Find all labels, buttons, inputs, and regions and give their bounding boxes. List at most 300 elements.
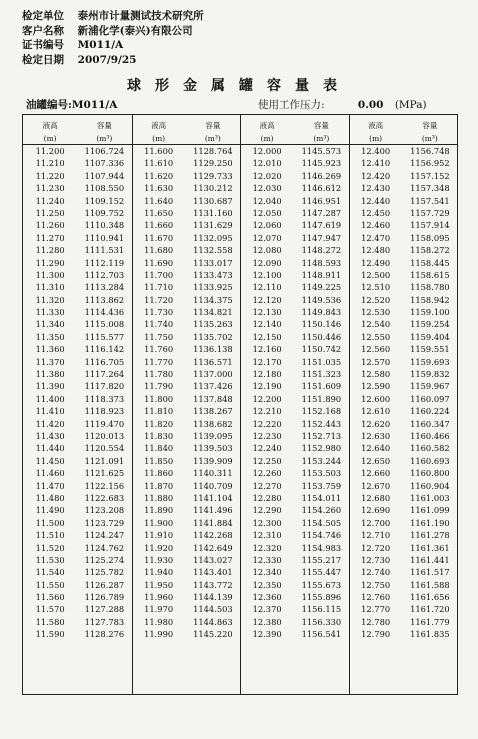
header-unit: (m³) [96, 134, 113, 143]
cell-height: 12.560 [361, 344, 391, 355]
cell-volume: 1142.649 [193, 542, 233, 553]
cell-height: 12.430 [361, 183, 391, 194]
cell-volume: 1161.656 [410, 592, 450, 603]
cell-height: 12.740 [361, 567, 391, 578]
table-row [132, 244, 241, 256]
cell-height: 12.320 [252, 542, 282, 553]
table-row [132, 467, 241, 479]
working-pressure [258, 97, 427, 112]
cell-volume: 1110.348 [84, 220, 125, 231]
table-row [132, 269, 241, 281]
cell-volume: 1143.027 [193, 554, 233, 565]
header-row-unit [22, 9, 204, 24]
cell-volume: 1151.609 [301, 381, 342, 392]
table-row [240, 628, 349, 640]
cell-volume: 1160.904 [410, 480, 450, 491]
table-row [23, 331, 132, 343]
cell-height: 11.320 [35, 294, 65, 305]
cell-height: 12.370 [252, 604, 282, 615]
cell-height: 11.250 [35, 207, 65, 218]
table-row [240, 157, 349, 169]
cell-volume: 1156.952 [410, 158, 450, 169]
table-row [349, 430, 458, 442]
cell-height: 11.780 [144, 369, 174, 380]
table-row [240, 170, 349, 182]
cell-volume: 1158.095 [410, 232, 450, 243]
cell-height: 11.590 [35, 629, 65, 640]
cell-volume: 1125.274 [84, 554, 125, 565]
cell-height: 12.050 [252, 207, 282, 218]
table-row [23, 554, 132, 566]
table-row [349, 517, 458, 529]
cell-volume: 1123.208 [84, 505, 125, 516]
table-row [349, 306, 458, 318]
cell-height: 11.990 [144, 629, 174, 640]
cell-height: 11.900 [144, 517, 174, 528]
cell-volume: 1112.119 [84, 257, 125, 268]
table-row [132, 442, 241, 454]
table-row [23, 393, 132, 405]
cell-height: 12.040 [252, 195, 282, 206]
table-row [132, 368, 241, 380]
header-unit: (m) [152, 134, 166, 143]
cell-height: 11.850 [144, 455, 174, 466]
cell-height: 11.370 [35, 356, 65, 367]
cell-volume: 1149.536 [301, 294, 342, 305]
table-row [132, 393, 241, 405]
cell-volume: 1129.250 [193, 158, 233, 169]
table-row [240, 393, 349, 405]
cell-height: 11.510 [35, 530, 65, 541]
cell-volume: 1111.531 [84, 245, 125, 256]
cell-volume: 1132.095 [193, 232, 233, 243]
header-label: 液高 [259, 121, 275, 130]
table-row [240, 257, 349, 269]
table-row [132, 554, 241, 566]
cell-height: 11.220 [35, 170, 65, 181]
cell-height: 12.360 [252, 592, 282, 603]
table-row [132, 492, 241, 504]
cell-volume: 1160.693 [410, 455, 450, 466]
table-row [349, 393, 458, 405]
table-row [349, 343, 458, 355]
cell-height: 11.640 [144, 195, 174, 206]
cell-volume: 1109.152 [84, 195, 125, 206]
cell-volume: 1160.582 [410, 443, 450, 454]
cell-height: 11.520 [35, 542, 65, 553]
cell-height: 12.100 [252, 269, 282, 280]
cell-height: 12.140 [252, 319, 282, 330]
cell-volume: 1145.220 [193, 629, 233, 640]
table-row [349, 554, 458, 566]
cell-height: 11.330 [35, 307, 65, 318]
cell-volume: 1116.705 [84, 356, 125, 367]
table-row [349, 219, 458, 231]
table-row [132, 603, 241, 615]
cell-height: 12.720 [361, 542, 391, 553]
cell-volume: 1157.541 [410, 195, 450, 206]
table-row [23, 492, 132, 504]
table-row [349, 257, 458, 269]
table-row [349, 405, 458, 417]
cell-volume: 1121.625 [84, 468, 125, 479]
cell-volume: 1128.276 [84, 629, 125, 640]
cell-volume: 1130.687 [193, 195, 233, 206]
table-row [240, 504, 349, 516]
cell-height: 12.660 [361, 468, 391, 479]
cell-height: 12.080 [252, 245, 282, 256]
header-unit: (m) [43, 134, 57, 143]
cell-volume: 1122.683 [84, 492, 125, 503]
header-label: 液高 [368, 121, 384, 130]
tank-number-value: M011/A [71, 99, 118, 111]
cell-volume: 1147.287 [301, 207, 342, 218]
cell-volume: 1133.473 [193, 269, 233, 280]
cell-volume: 1130.212 [193, 183, 233, 194]
table-row [23, 455, 132, 467]
header-unit: (m) [260, 134, 274, 143]
header-label: 容量 [205, 121, 221, 130]
cell-volume: 1141.104 [193, 492, 233, 503]
cell-volume: 1122.156 [84, 480, 125, 491]
cell-volume: 1150.146 [301, 319, 342, 330]
table-row [349, 628, 458, 640]
table-row [240, 579, 349, 591]
cell-volume: 1147.619 [301, 220, 342, 231]
table-row [132, 232, 241, 244]
cell-volume: 1144.139 [193, 592, 233, 603]
table-row [23, 207, 132, 219]
cell-volume: 1119.470 [84, 418, 125, 429]
table-row [23, 405, 132, 417]
cell-height: 12.730 [361, 554, 391, 565]
cell-volume: 1129.733 [193, 170, 233, 181]
cell-height: 11.450 [35, 455, 65, 466]
table-row [23, 504, 132, 516]
cell-height: 11.210 [35, 158, 65, 169]
table-row [349, 244, 458, 256]
table-row [23, 195, 132, 207]
table-row [23, 542, 132, 554]
cell-height: 12.680 [361, 492, 391, 503]
cell-height: 12.240 [252, 443, 282, 454]
cell-volume: 1115.577 [84, 331, 125, 342]
cell-volume: 1136.138 [193, 344, 233, 355]
table-row [349, 442, 458, 454]
table-header [23, 115, 132, 145]
cell-volume: 1158.780 [410, 282, 450, 293]
cell-volume: 1159.967 [410, 381, 450, 392]
cell-height: 12.110 [252, 282, 282, 293]
cell-height: 11.930 [144, 554, 174, 565]
header-label: 证书编号 [22, 39, 64, 51]
cell-height: 12.260 [252, 468, 282, 479]
cell-height: 11.400 [35, 393, 65, 404]
cell-volume: 1152.713 [301, 430, 342, 441]
cell-volume: 1124.247 [84, 530, 125, 541]
header-value: 新浦化学(泰兴)有限公司 [77, 24, 193, 37]
cell-height: 11.420 [35, 418, 65, 429]
table-row [349, 356, 458, 368]
table-column-group [240, 115, 350, 694]
cell-height: 12.420 [361, 170, 391, 181]
page-title: 球形金属罐容量表 [127, 78, 351, 94]
tank-number-label: 油罐编号: [26, 99, 72, 111]
table-row [240, 492, 349, 504]
header-value: 泰州市计量测试技术研究所 [77, 10, 204, 22]
cell-height: 11.540 [35, 567, 65, 578]
cell-height: 12.580 [361, 369, 391, 380]
cell-height: 11.650 [144, 207, 174, 218]
table-row [23, 430, 132, 442]
cell-height: 12.460 [361, 220, 391, 231]
cell-height: 12.390 [252, 629, 282, 640]
cell-height: 11.950 [144, 579, 174, 590]
pressure-unit: (MPa) [394, 99, 427, 111]
table-row [132, 542, 241, 554]
cell-height: 12.400 [361, 146, 391, 156]
table-row [132, 529, 241, 541]
cell-volume: 1113.862 [84, 294, 125, 305]
cell-volume: 1158.272 [410, 245, 450, 256]
header-volume [186, 115, 240, 144]
cell-height: 12.210 [252, 406, 282, 417]
cell-height: 12.490 [361, 257, 391, 268]
cell-height: 12.070 [252, 232, 282, 243]
cell-volume: 1135.263 [193, 319, 233, 330]
cell-height: 12.200 [252, 393, 282, 404]
table-row [23, 257, 132, 269]
cell-height: 11.840 [144, 443, 174, 454]
cell-volume: 1110.941 [84, 232, 125, 243]
table-row [132, 380, 241, 392]
cell-volume: 1160.097 [410, 393, 450, 404]
cell-height: 11.390 [35, 381, 65, 392]
cell-height: 12.780 [361, 616, 391, 627]
cell-volume: 1139.503 [193, 443, 233, 454]
table-row [349, 269, 458, 281]
table-row [240, 380, 349, 392]
cell-height: 12.410 [361, 158, 391, 169]
cell-height: 11.680 [144, 245, 174, 256]
table-row [132, 504, 241, 516]
cell-volume: 1157.729 [410, 207, 450, 218]
table-row [132, 356, 241, 368]
cell-volume: 1112.703 [84, 269, 125, 280]
cell-height: 12.790 [361, 629, 391, 640]
table-row [240, 306, 349, 318]
cell-volume: 1145.573 [301, 146, 342, 156]
table-row [23, 418, 132, 430]
cell-volume: 1133.925 [193, 282, 233, 293]
cell-height: 11.670 [144, 232, 174, 243]
cell-height: 12.000 [252, 146, 282, 156]
header-height [240, 115, 294, 144]
table-row [132, 628, 241, 640]
table-row [240, 405, 349, 417]
table-row [23, 182, 132, 194]
table-row [240, 356, 349, 368]
cell-height: 12.630 [361, 430, 391, 441]
table-row [240, 517, 349, 529]
cell-volume: 1149.843 [301, 307, 342, 318]
cell-volume: 1151.323 [301, 369, 342, 380]
cell-volume: 1159.551 [410, 344, 450, 355]
table-row [23, 356, 132, 368]
cell-height: 12.230 [252, 430, 282, 441]
cell-height: 12.450 [361, 207, 391, 218]
cell-volume: 1159.100 [410, 307, 450, 318]
header-height [23, 115, 77, 144]
cell-volume: 1115.008 [84, 319, 125, 330]
cell-volume: 1118.923 [84, 406, 125, 417]
cell-height: 11.820 [144, 418, 174, 429]
table-row [349, 480, 458, 492]
cell-volume: 1159.254 [410, 319, 450, 330]
cell-volume: 1161.003 [410, 492, 450, 503]
cell-volume: 1107.336 [84, 158, 125, 169]
cell-height: 12.550 [361, 331, 391, 342]
table-row [132, 579, 241, 591]
cell-height: 11.380 [35, 369, 65, 380]
cell-volume: 1161.588 [410, 579, 450, 590]
table-row [240, 318, 349, 330]
cell-height: 11.730 [144, 307, 174, 318]
table-row [240, 368, 349, 380]
cell-height: 12.290 [252, 505, 282, 516]
cell-volume: 1144.503 [193, 604, 233, 615]
table-row [349, 145, 458, 157]
cell-volume: 1161.361 [410, 542, 450, 553]
cell-height: 12.700 [361, 517, 391, 528]
table-row [132, 219, 241, 231]
table-row [349, 616, 458, 628]
header-label: 检定日期 [22, 53, 64, 66]
table-row [23, 529, 132, 541]
cell-height: 12.640 [361, 443, 391, 454]
table-row [23, 306, 132, 318]
cell-height: 11.480 [35, 492, 65, 503]
cell-height: 11.360 [35, 344, 65, 355]
cell-volume: 1156.330 [301, 616, 342, 627]
header-row-date [22, 53, 204, 68]
cell-height: 12.540 [361, 319, 391, 330]
cell-volume: 1144.863 [193, 616, 233, 627]
header-label: 液高 [151, 121, 167, 130]
table-row [349, 579, 458, 591]
cell-height: 11.460 [35, 468, 65, 479]
header-label: 液高 [42, 121, 58, 130]
cell-volume: 1155.447 [301, 567, 342, 578]
header-height [349, 115, 403, 144]
table-row [349, 331, 458, 343]
cell-volume: 1161.278 [410, 530, 450, 541]
cell-volume: 1154.260 [301, 505, 342, 516]
cell-height: 11.830 [144, 430, 174, 441]
header-unit: (m) [369, 134, 383, 143]
cell-volume: 1146.612 [301, 183, 342, 194]
cell-height: 11.980 [144, 616, 174, 627]
cell-height: 11.870 [144, 480, 174, 491]
cell-volume: 1151.890 [301, 393, 342, 404]
cell-height: 12.310 [252, 530, 282, 541]
cell-volume: 1107.944 [84, 170, 125, 181]
cell-volume: 1125.782 [84, 567, 125, 578]
table-row [132, 418, 241, 430]
cell-height: 12.520 [361, 294, 391, 305]
cell-height: 11.920 [144, 542, 174, 553]
cell-volume: 1140.311 [193, 468, 233, 479]
cell-height: 12.440 [361, 195, 391, 206]
table-column-group [23, 115, 133, 694]
cell-height: 11.260 [35, 220, 65, 231]
table-row [23, 467, 132, 479]
table-row [240, 442, 349, 454]
cell-height: 12.530 [361, 307, 391, 318]
cell-height: 12.250 [252, 455, 282, 466]
table-row [349, 418, 458, 430]
cell-volume: 1128.764 [193, 146, 233, 156]
cell-height: 12.180 [252, 369, 282, 380]
cell-volume: 1146.951 [301, 195, 342, 206]
cell-height: 12.500 [361, 269, 391, 280]
table-row [349, 281, 458, 293]
cell-height: 12.570 [361, 356, 391, 367]
tank-number [26, 97, 117, 112]
cell-height: 11.770 [144, 356, 174, 367]
table-row [240, 182, 349, 194]
table-row [240, 467, 349, 479]
header-unit: (m³) [313, 134, 330, 143]
cell-height: 11.550 [35, 579, 65, 590]
cell-volume: 1160.800 [410, 468, 450, 479]
cell-volume: 1160.347 [410, 418, 450, 429]
table-row [132, 281, 241, 293]
cell-volume: 1160.224 [410, 406, 450, 417]
table-row [240, 603, 349, 615]
table-row [240, 480, 349, 492]
cell-volume: 1131.160 [193, 207, 233, 218]
cell-volume: 1114.436 [84, 307, 125, 318]
cell-volume: 1155.217 [301, 554, 342, 565]
cell-volume: 1156.541 [301, 629, 342, 640]
table-row [240, 566, 349, 578]
cell-height: 12.090 [252, 257, 282, 268]
table-row [240, 145, 349, 157]
cell-volume: 1113.284 [84, 282, 125, 293]
table-row [132, 145, 241, 157]
table-row [240, 269, 349, 281]
cell-height: 11.310 [35, 282, 65, 293]
cell-height: 12.330 [252, 554, 282, 565]
cell-height: 11.700 [144, 269, 174, 280]
header-volume [403, 115, 457, 144]
table-row [23, 244, 132, 256]
table-row [132, 195, 241, 207]
table-row [132, 318, 241, 330]
header-volume [294, 115, 348, 144]
table-row [23, 157, 132, 169]
table-row [23, 219, 132, 231]
table-row [23, 281, 132, 293]
cell-volume: 1158.615 [410, 269, 450, 280]
table-row [23, 628, 132, 640]
cell-height: 11.620 [144, 170, 174, 181]
cell-height: 12.690 [361, 505, 391, 516]
cell-volume: 1158.445 [410, 257, 450, 268]
table-column-group [132, 115, 242, 694]
pressure-label: 使用工作压力: [258, 99, 325, 111]
